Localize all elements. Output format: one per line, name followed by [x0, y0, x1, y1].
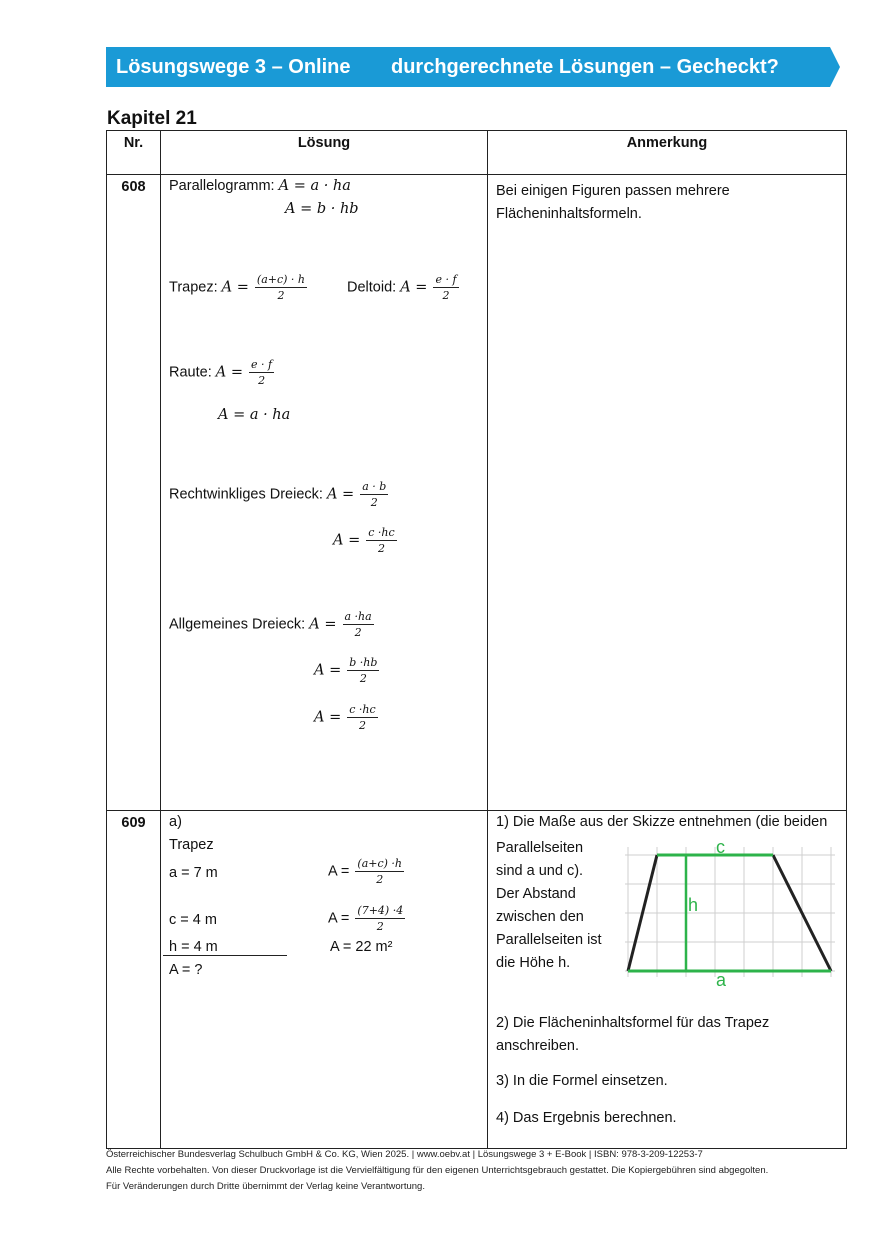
- banner-right-title: durchgerechnete Lösungen – Gecheckt?: [391, 56, 779, 78]
- header-anmerkung: Anmerkung: [488, 131, 847, 175]
- step1-rest: Parallelseiten sind a und c). Der Abstand zwischen den Parallelseiten ist die Höhe h.: [496, 840, 602, 971]
- part-label: a): [169, 814, 182, 830]
- allgemeines-dreieck-formula-3: A = $\frac{c \cdot hc}{2}$: [314, 703, 376, 732]
- rechtwinkliges-dreieck-formula: Rechtwinkliges Dreieck: A = $\frac{a \cdot b}{2}$: [169, 480, 387, 509]
- banner-left-title: Lösungswege 3 – Online: [116, 56, 351, 78]
- given-a: a = 7 m: [169, 865, 218, 881]
- allgemeines-dreieck-formula-2: A = $\frac{b \cdot hb}{2}$: [314, 656, 378, 685]
- trapezoid-sketch: [620, 837, 840, 987]
- label-c: c: [716, 837, 725, 857]
- chapter-title: Kapitel 21: [107, 108, 197, 129]
- solutions-table: [106, 130, 847, 1149]
- given-c: c = 4 m: [169, 912, 217, 928]
- footer-line-3: Für Veränderungen durch Dritte übernimmt der Verlag keine Verantwortung.: [106, 1181, 425, 1192]
- unknown-value: A = ?: [169, 962, 203, 978]
- step4: 4) Das Ergebnis berechnen.: [496, 1110, 677, 1126]
- footer: [106, 1147, 768, 1195]
- anmerkung-cell: [488, 811, 847, 1149]
- footer-line-2: Alle Rechte vorbehalten. Von dieser Druckvorlage ist die Vervielfältigung für den eigenen Unterrichtsgebrauch gestattet. Die Kopiergebühren sind abgegolten.: [106, 1165, 769, 1176]
- allgemeines-dreieck-formula: Allgemeines Dreieck: A = $\frac{a \cdot ha}{2}$: [169, 610, 372, 639]
- raute-formula: Raute: A = $\frac{e \cdot f}{2}$: [169, 358, 273, 387]
- table-row: [107, 811, 847, 1149]
- trapez-formula: Trapez: A = $\frac{(a+c) \cdot h}{2}$: [169, 273, 306, 302]
- label-a: a: [716, 970, 727, 987]
- header-nr: Nr.: [107, 131, 161, 175]
- step1-line1: 1) Die Maße aus der Skizze entnehmen (die beiden: [496, 814, 828, 830]
- formula-general: A = $\frac{(a+c) \cdot h}{2}$: [328, 857, 403, 886]
- row-number: 608: [107, 175, 161, 811]
- label-h: h: [688, 895, 699, 915]
- given-divider: [163, 955, 287, 956]
- formula-substituted: A = $\frac{(7+4) \cdot 4}{2}$: [328, 904, 404, 933]
- row-number: 609: [107, 811, 161, 1149]
- anmerkung-cell: [488, 175, 847, 811]
- deltoid-formula: Deltoid: A = $\frac{e \cdot f}{2}$: [347, 273, 457, 302]
- parallelogramm-formula-1: A = a · ha: [278, 178, 351, 194]
- parallelogramm-label: Parallelogramm:: [169, 178, 275, 194]
- loesung-cell: [161, 175, 488, 811]
- table-row: [107, 175, 847, 811]
- shape-label: Trapez: [169, 837, 214, 853]
- anmerkung-text: Bei einigen Figuren passen mehrere Flächeninhaltsformeln.: [496, 183, 730, 222]
- table-header-row: [107, 131, 847, 175]
- step2: 2) Die Flächeninhaltsformel für das Trapez anschreiben.: [496, 1015, 770, 1054]
- header-loesung: Lösung: [161, 131, 488, 175]
- footer-line-1: Österreichischer Bundesverlag Schulbuch GmbH & Co. KG, Wien 2025. | www.oebv.at | Lösungswege 3 + E-Book | ISBN: 978-3-209-12253-7: [106, 1149, 703, 1160]
- parallelogramm-formula-2: A = b · hb: [285, 201, 359, 217]
- rechtwinkliges-dreieck-formula-2: A = $\frac{c \cdot hc}{2}$: [333, 526, 395, 555]
- header-banner: [106, 47, 840, 87]
- result: A = 22 m²: [330, 939, 393, 955]
- given-h: h = 4 m: [169, 939, 218, 955]
- raute-formula-2: A = a · ha: [218, 407, 291, 423]
- loesung-cell: [161, 811, 488, 1149]
- step3: 3) In die Formel einsetzen.: [496, 1073, 668, 1089]
